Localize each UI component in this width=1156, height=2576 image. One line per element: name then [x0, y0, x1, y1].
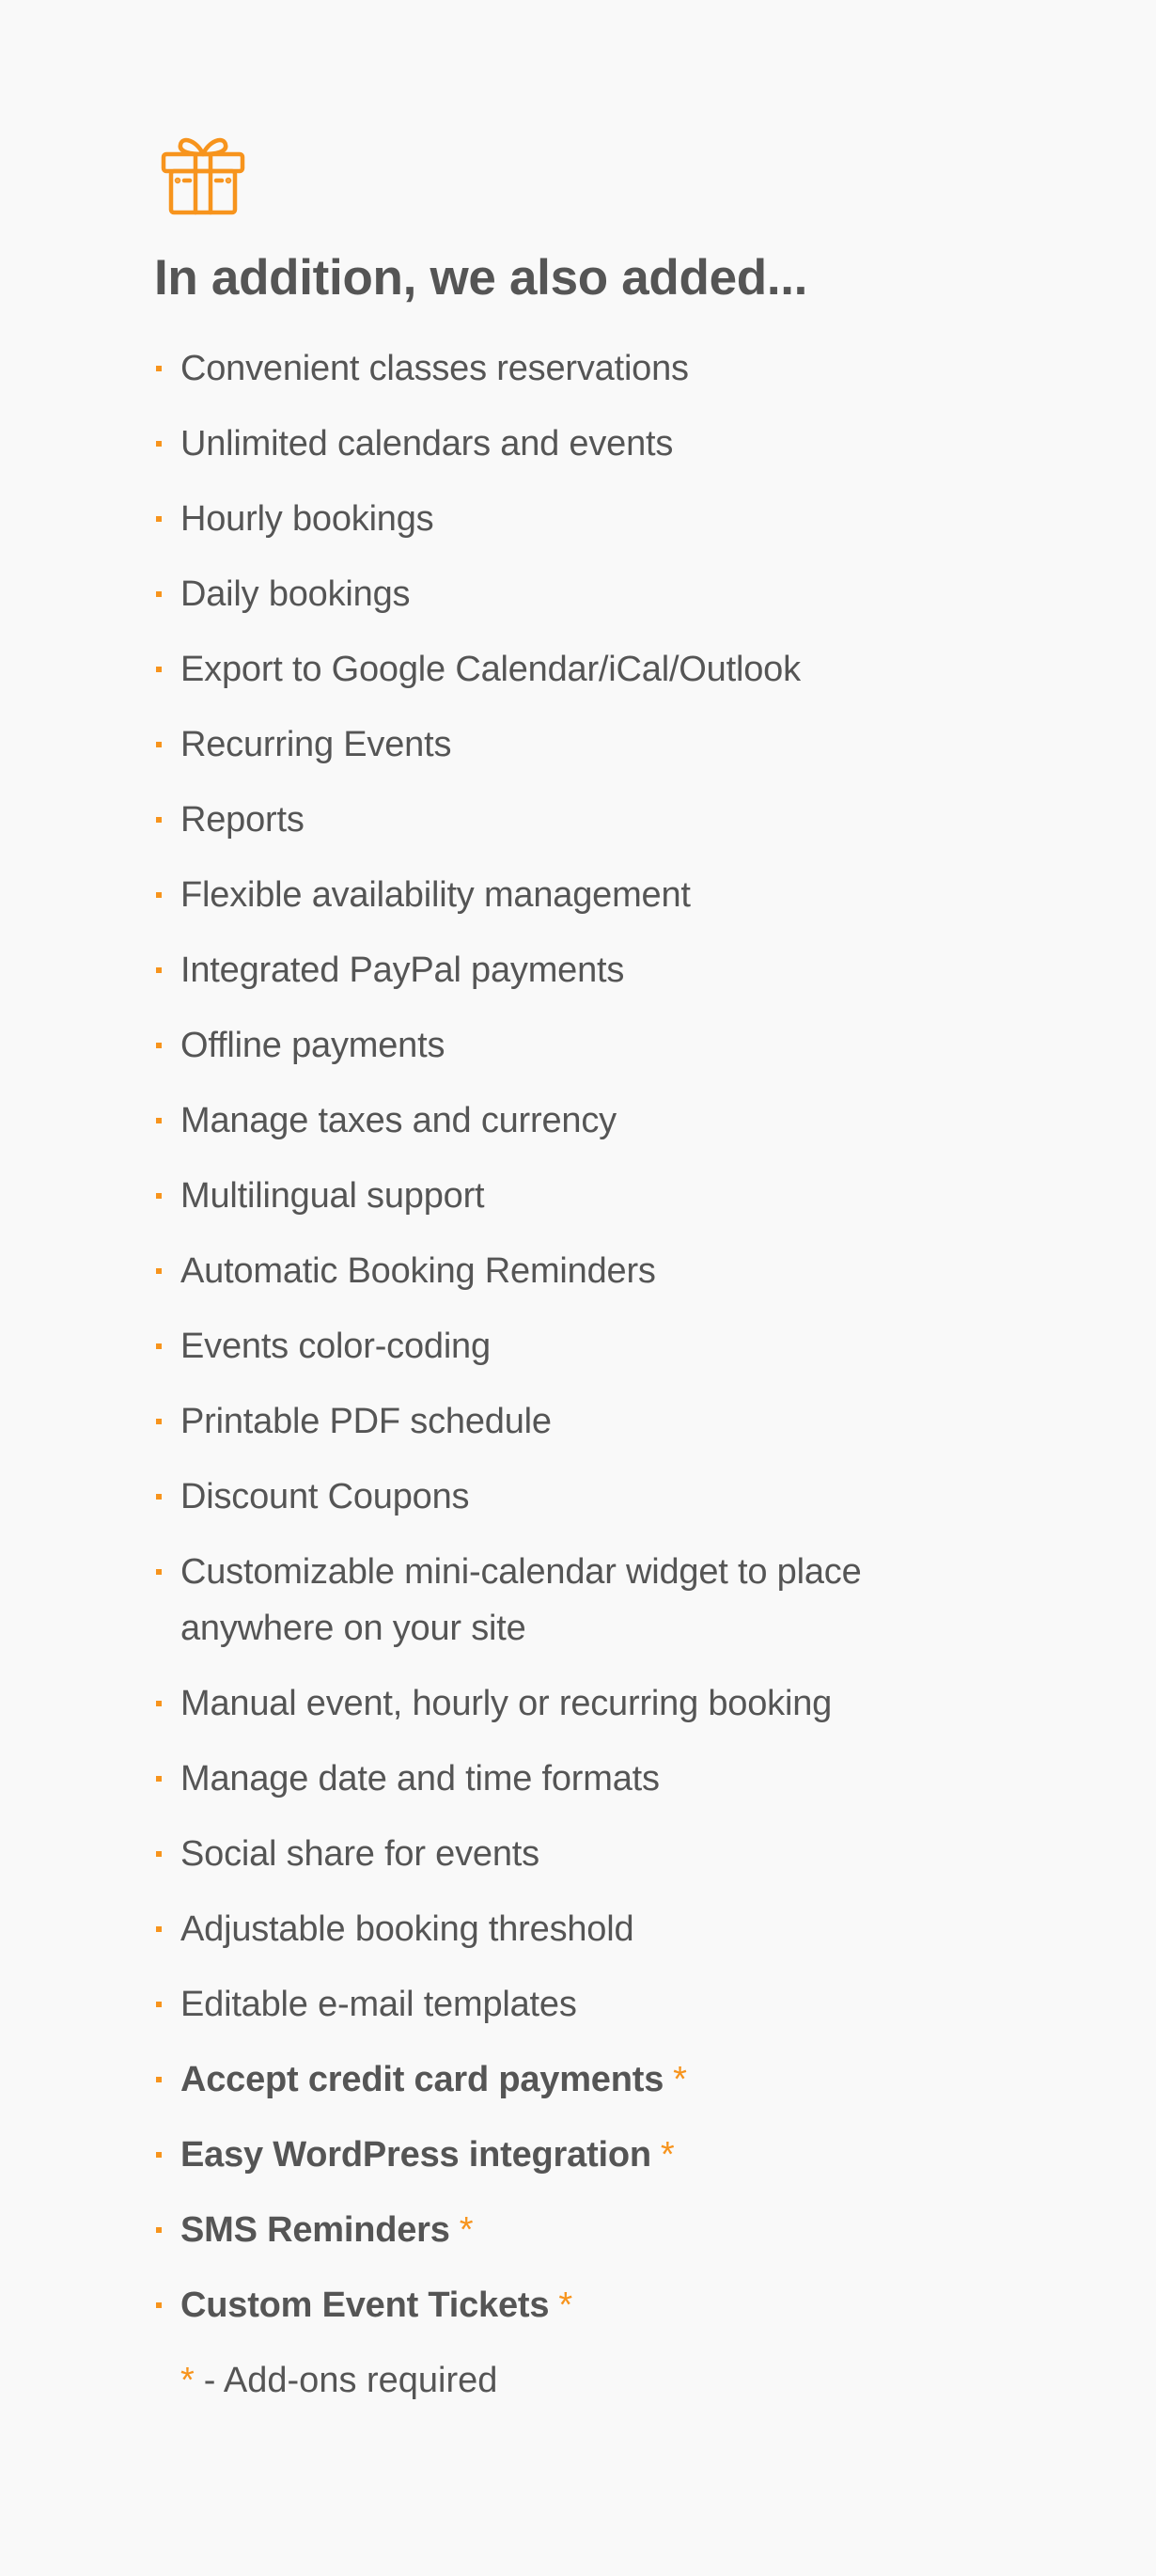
feature-item	[154, 1318, 1000, 1374]
feature-label: Adjustable booking threshold	[180, 1909, 634, 1949]
addon-marker: *	[660, 2135, 675, 2175]
bullet-icon	[156, 1494, 162, 1500]
bullet-icon	[156, 2152, 162, 2158]
bullet-icon	[156, 1343, 162, 1349]
feature-label: Convenient classes reservations	[180, 349, 689, 388]
feature-item	[154, 1243, 1000, 1299]
bullet-icon	[156, 2077, 162, 2082]
addon-marker: *	[459, 2210, 474, 2250]
feature-label: Offline payments	[180, 1026, 445, 1065]
bullet-icon	[156, 516, 162, 522]
feature-item	[154, 1544, 1000, 1657]
feature-label: Events color-coding	[180, 1327, 491, 1366]
feature-item	[154, 1469, 1000, 1525]
feature-label: Unlimited calendars and events	[180, 424, 674, 463]
feature-label: Reports	[180, 800, 305, 840]
feature-item	[154, 716, 1000, 773]
bullet-icon	[156, 1118, 162, 1123]
bullet-icon	[156, 1043, 162, 1048]
feature-item	[154, 942, 1000, 998]
bullet-icon	[156, 892, 162, 898]
feature-item	[154, 1675, 1000, 1732]
feature-item	[154, 867, 1000, 923]
addon-footnote	[154, 2352, 1000, 2409]
bullet-icon	[156, 667, 162, 672]
feature-label: Accept credit card payments	[180, 2060, 664, 2099]
section-title: In addition, we also added...	[154, 250, 808, 306]
feature-label: Easy WordPress integration	[180, 2135, 651, 2175]
feature-label: Custom Event Tickets	[180, 2285, 550, 2325]
feature-label: Automatic Booking Reminders	[180, 1251, 656, 1291]
bullet-icon	[156, 1419, 162, 1424]
feature-label: Flexible availability management	[180, 875, 691, 915]
bullet-icon	[156, 1851, 162, 1857]
bullet-icon	[156, 441, 162, 447]
feature-label: Editable e-mail templates	[180, 1985, 577, 2024]
addon-marker: *	[673, 2060, 687, 2099]
feature-item	[154, 1751, 1000, 1807]
bullet-icon	[156, 591, 162, 597]
bullet-icon	[156, 742, 162, 747]
feature-label: Export to Google Calendar/iCal/Outlook	[180, 650, 801, 689]
feature-item	[154, 2202, 1000, 2258]
bullet-icon	[156, 2227, 162, 2233]
feature-label: Integrated PayPal payments	[180, 950, 625, 990]
feature-item	[154, 416, 1000, 472]
bullet-icon	[156, 1268, 162, 1274]
bullet-icon	[156, 1776, 162, 1782]
feature-item	[154, 2127, 1000, 2183]
feature-label: Printable PDF schedule	[180, 1402, 552, 1441]
bullet-icon	[156, 2302, 162, 2308]
bullet-icon	[156, 1701, 162, 1706]
feature-label: Manual event, hourly or recurring booking	[180, 1684, 833, 1723]
feature-label: SMS Reminders	[180, 2210, 450, 2250]
bullet-icon	[156, 2002, 162, 2007]
feature-item	[154, 1092, 1000, 1149]
feature-item	[154, 1976, 1000, 2033]
feature-item	[154, 566, 1000, 622]
feature-item	[154, 1017, 1000, 1074]
footnote-text: - Add-ons required	[203, 2361, 498, 2400]
feature-label: Daily bookings	[180, 574, 411, 614]
addon-marker: *	[558, 2285, 572, 2325]
feature-label: Manage date and time formats	[180, 1759, 660, 1798]
features-section	[154, 130, 1000, 2400]
feature-item	[154, 340, 1000, 397]
bullet-icon	[156, 366, 162, 371]
feature-item	[154, 1393, 1000, 1450]
addon-marker: *	[180, 2361, 195, 2400]
feature-label: Customizable mini-calendar widget to place anywhere on your site	[180, 1552, 862, 1648]
feature-item	[154, 491, 1000, 547]
feature-label: Manage taxes and currency	[180, 1101, 617, 1140]
feature-item	[154, 1901, 1000, 1957]
gift-icon	[160, 130, 246, 216]
feature-label: Recurring Events	[180, 725, 452, 764]
feature-label: Discount Coupons	[180, 1477, 470, 1516]
feature-item	[154, 1168, 1000, 1224]
bullet-icon	[156, 1569, 162, 1575]
bullet-icon	[156, 967, 162, 973]
feature-label: Multilingual support	[180, 1176, 485, 1216]
feature-list	[154, 340, 1000, 2409]
bullet-icon	[156, 1193, 162, 1199]
feature-label: Social share for events	[180, 1834, 539, 1874]
feature-item	[154, 2277, 1000, 2333]
bullet-icon	[156, 817, 162, 823]
feature-label: Hourly bookings	[180, 499, 434, 539]
feature-item	[154, 2051, 1000, 2108]
feature-item	[154, 1826, 1000, 1882]
feature-item	[154, 792, 1000, 848]
bullet-icon	[156, 1926, 162, 1932]
feature-item	[154, 641, 1000, 698]
